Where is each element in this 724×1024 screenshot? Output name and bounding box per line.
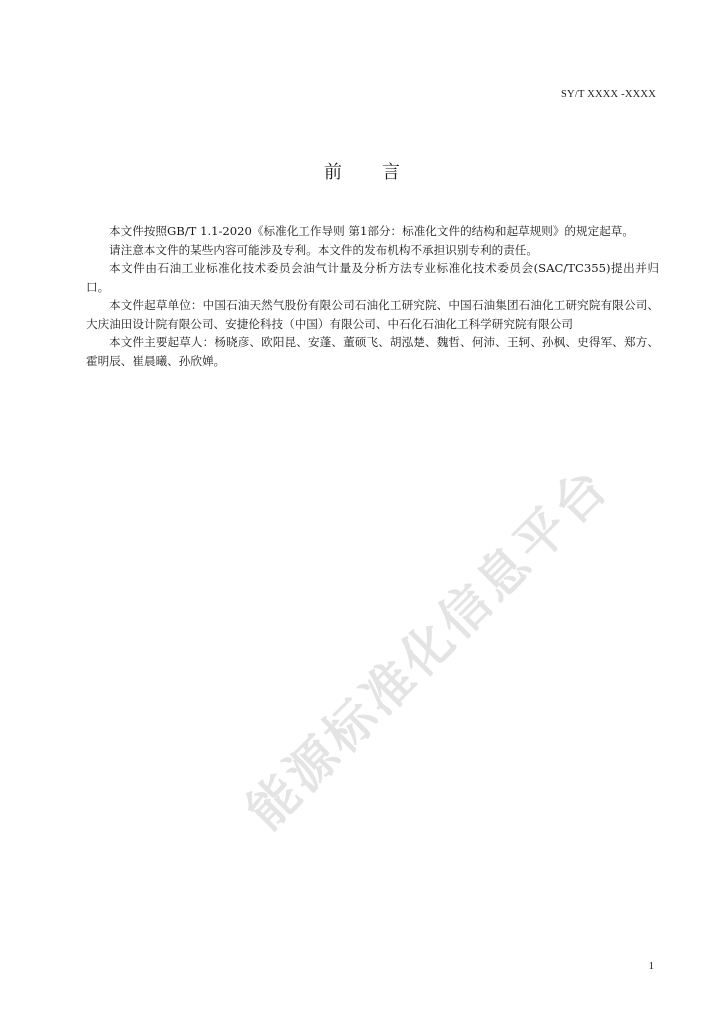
paragraph-drafting-units: 本文件起草单位：中国石油天然气股份有限公司石油化工研究院、中国石油集团石油化工研究院有限公司、大庆油田设计院有限公司、安捷伦科技（中国）有限公司、中石化石油化工科学研究院有限公司 bbox=[86, 298, 659, 331]
paragraph-proposer: 本文件由石油工业标准化技术委员会油气计量及分析方法专业标准化技术委员会(SAC/TC355)提出并归口。 bbox=[86, 261, 659, 294]
paragraph-drafting-rules: 本文件按照GB/T 1.1-2020《标准化工作导则 第1部分：标准化文件的结构和起草规则》的规定起草。 bbox=[109, 224, 634, 238]
paragraph-drafters: 本文件主要起草人：杨晓彦、欧阳昆、安蓬、董硕飞、胡泓楚、魏哲、何沛、王轲、孙枫、史得军、郑方、霍明辰、崔晨曦、孙欣婵。 bbox=[86, 335, 659, 368]
page-number: 1 bbox=[648, 960, 654, 972]
section-title: 前言 bbox=[324, 162, 440, 183]
preface-body bbox=[86, 222, 659, 370]
document-code: SY/T XXXX -XXXX bbox=[561, 89, 656, 100]
watermark: 能源标准化信息平台 bbox=[235, 456, 621, 841]
paragraph-patent-notice: 请注意本文件的某些内容可能涉及专利。本文件的发布机构不承担识别专利的责任。 bbox=[109, 242, 538, 257]
